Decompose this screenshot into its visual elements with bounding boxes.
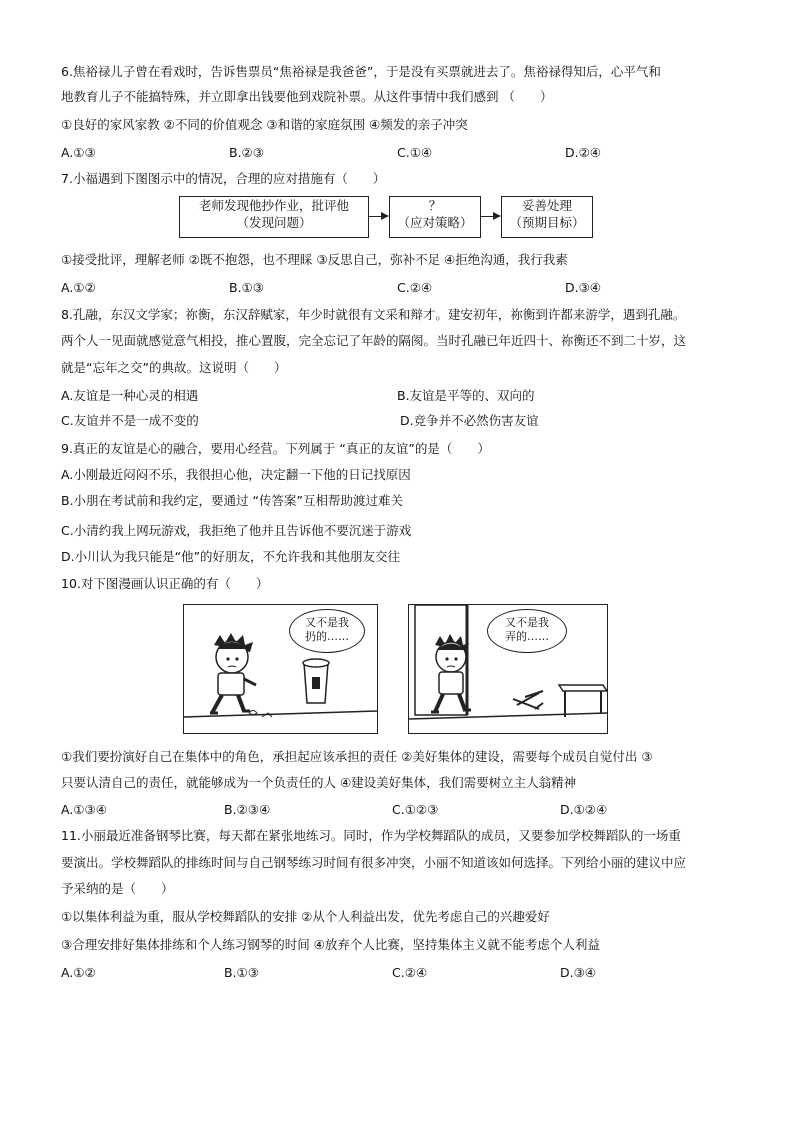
q11-stem-line3: 予采纳的是（ ） (61, 881, 174, 896)
flow-box-problem (179, 196, 369, 238)
q8-option-c: C.友谊并不是一成不变的 (61, 413, 199, 428)
q6-option-d: D.②④ (565, 145, 602, 160)
q11-stem-line1: 11.小丽最近准备钢琴比赛，每天都在紧张地练习。同时，作为学校舞蹈队的成员，又要参加学校舞蹈队的一场重 (61, 828, 681, 843)
q7-option-a: A.①② (61, 280, 96, 295)
speech-bubble-left (289, 609, 365, 653)
q7-items: ①接受批评，理解老师 ②既不抱怨，也不理睬 ③反思自己，弥补不足 ④拒绝沟通，我行我素 (61, 252, 568, 267)
q9-option-d: D.小川认为我只能是“他”的好朋友，不允许我和其他朋友交往 (61, 549, 401, 564)
q6-stem-line2: 地教育儿子不能搞特殊，并立即拿出钱要他到戏院补票。从这件事情中我们感到 （ ） (61, 89, 553, 104)
speech-bubble-right (487, 609, 567, 653)
q11-stem-line2: 要演出。学校舞蹈队的排练时间与自己钢琴练习时间有很多冲突，小丽不知道该如何选择。下列给小丽的建议中应 (61, 855, 687, 870)
q11-option-a: A.①② (61, 965, 96, 980)
comic-panel-left (183, 604, 378, 734)
speech-bubble-right-line2: 弄的…… (505, 630, 549, 643)
q7-option-b: B.①③ (229, 280, 264, 295)
q10-items-line1: ①我们要扮演好自己在集体中的角色，承担起应该承担的责任 ②美好集体的建设，需要每个成员自觉付出 ③ (61, 749, 653, 764)
q10-items-line2: 只要认清自己的责任，就能够成为一个负责任的人 ④建设美好集体，我们需要树立主人翁精神 (61, 775, 577, 790)
q8-option-b: B.友谊是平等的、双向的 (397, 388, 535, 403)
q9-option-b: B.小朋在考试前和我约定，要通过 “传答案”互相帮助渡过难关 (61, 493, 403, 508)
flow-box-goal (501, 196, 593, 238)
q7-option-d: D.③④ (565, 280, 602, 295)
flow-box-problem-line2: （发现问题） (236, 215, 312, 230)
q6-stem-line1: 6.焦裕禄儿子曾在看戏时，告诉售票员“焦裕禄是我爸爸”，于是没有买票就进去了。焦裕禄得知后，心平气和 (61, 64, 661, 79)
q9-option-a: A.小刚最近闷闷不乐，我很担心他，决定翻一下他的日记找原因 (61, 467, 411, 482)
q7-option-c: C.②④ (397, 280, 433, 295)
flow-arrow-2 (480, 216, 499, 217)
q6-option-b: B.②③ (229, 145, 264, 160)
speech-bubble-left-line1: 又不是我 (305, 616, 349, 629)
q10-stem: 10.对下图漫画认识正确的有（ ） (61, 576, 269, 591)
speech-bubble-right-line1: 又不是我 (505, 616, 549, 629)
flow-box-strategy-line2: （应对策略） (397, 215, 473, 230)
q10-option-c: C.①②③ (392, 802, 439, 817)
speech-bubble-left-line2: 扔的…… (305, 630, 349, 643)
comic-panel-right (408, 604, 608, 734)
q8-option-d: D.竞争并不必然伤害友谊 (400, 413, 539, 428)
flow-arrow-1 (368, 216, 387, 217)
q10-option-b: B.②③④ (224, 802, 271, 817)
q7-stem: 7.小福遇到下图图示中的情况，合理的应对措施有（ ） (61, 171, 386, 186)
q8-stem-line1: 8.孔融，东汉文学家；祢衡，东汉辞赋家，年少时就很有文采和辩才。建安初年，祢衡到许都来游学，遇到孔融。 (61, 307, 686, 322)
flow-box-strategy (389, 196, 481, 238)
q10-option-d: D.①②④ (560, 802, 608, 817)
q11-items-line1: ①以集体利益为重，服从学校舞蹈队的安排 ②从个人利益出发，优先考虑自己的兴趣爱好 (61, 909, 550, 924)
q6-option-a: A.①③ (61, 145, 96, 160)
flow-box-strategy-line1: ？ (428, 198, 442, 213)
q6-items: ①良好的家风家教 ②不同的价值观念 ③和谐的家庭氛围 ④频发的亲子冲突 (61, 117, 468, 132)
q9-option-c: C.小清约我上网玩游戏，我拒绝了他并且告诉他不要沉迷于游戏 (61, 523, 412, 538)
q8-stem-line3: 就是“忘年之交”的典故。这说明（ ） (61, 360, 287, 375)
q11-option-d: D.③④ (560, 965, 597, 980)
flow-box-goal-line2: （预期目标） (509, 215, 585, 230)
flow-box-problem-line1: 老师发现他抄作业，批评他 (198, 198, 349, 213)
q11-option-b: B.①③ (224, 965, 259, 980)
q9-stem: 9.真正的友谊是心的融合，要用心经营。下列属于 “真正的友谊”的是（ ） (61, 441, 490, 456)
q11-items-line2: ③合理安排好集体排练和个人练习钢琴的时间 ④放弃个人比赛，坚持集体主义就不能考虑个人利益 (61, 937, 600, 952)
q11-option-c: C.②④ (392, 965, 428, 980)
q8-stem-line2: 两个人一见面就感觉意气相投，推心置腹，完全忘记了年龄的隔阂。当时孔融已年近四十、祢衡还不到二十岁，这 (61, 333, 687, 348)
q10-option-a: A.①③④ (61, 802, 107, 817)
q6-option-c: C.①④ (397, 145, 433, 160)
q8-option-a: A.友谊是一种心灵的相遇 (61, 388, 199, 403)
flow-box-goal-line1: 妥善处理 (521, 198, 572, 213)
